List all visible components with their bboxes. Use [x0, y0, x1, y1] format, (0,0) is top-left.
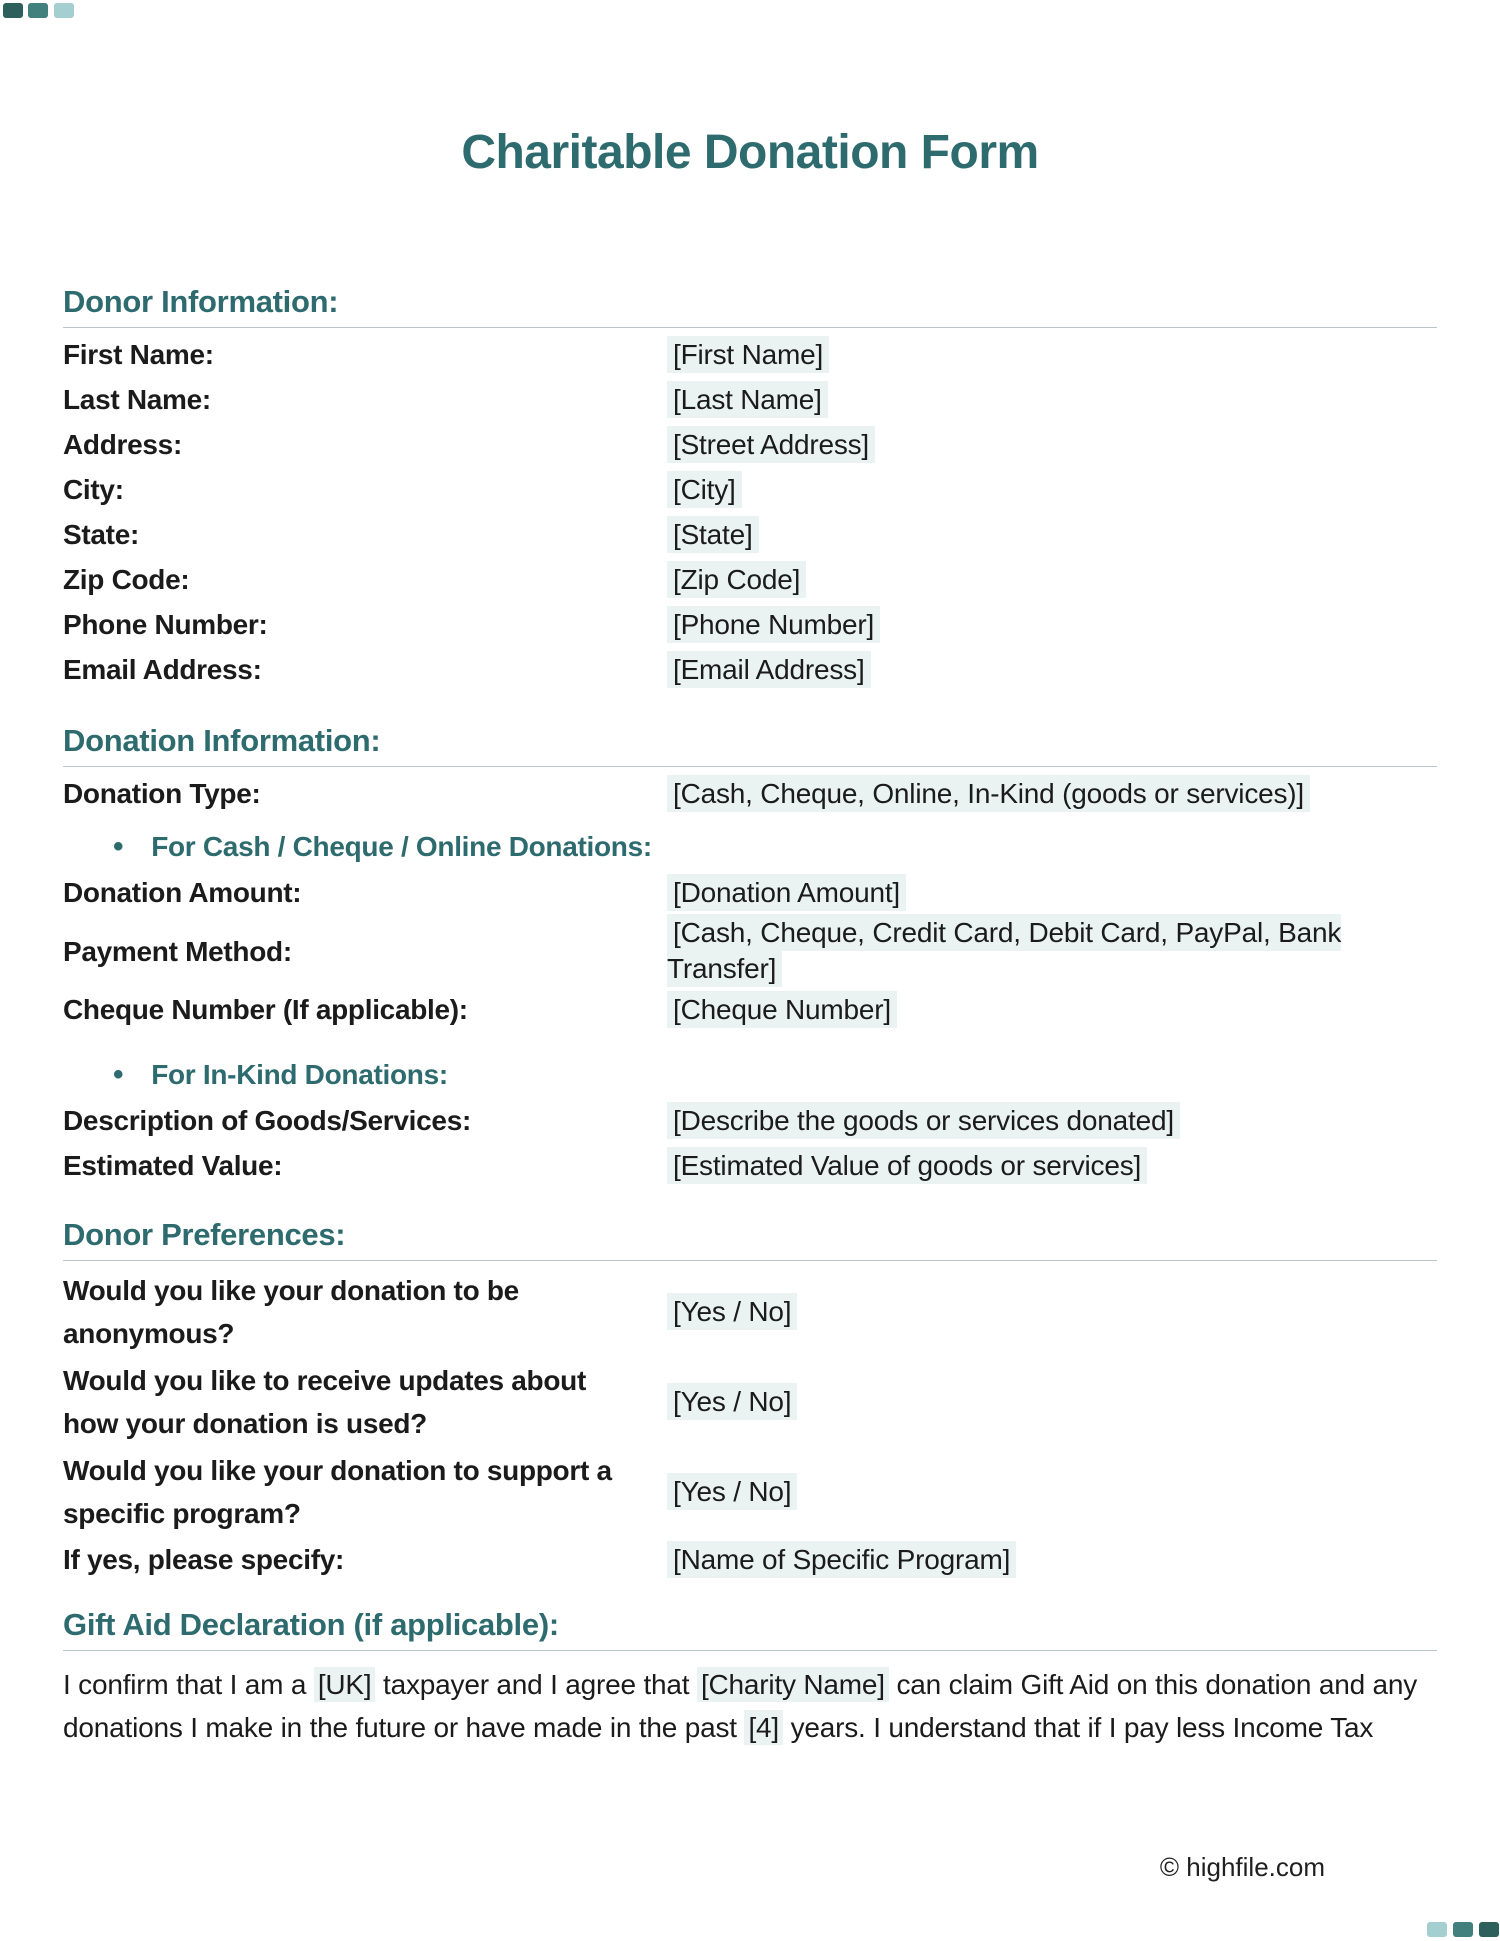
table-row	[63, 915, 1437, 987]
section-heading-gift-aid: Gift Aid Declaration (if applicable):	[63, 1606, 1437, 1651]
anonymous-choice-field[interactable]: [Yes / No]	[667, 1293, 797, 1330]
field-label: Email Address:	[63, 654, 262, 685]
highlighted-placeholder[interactable]: [UK]	[314, 1667, 376, 1702]
bullet-icon: •	[113, 830, 124, 863]
field-label: Donation Amount:	[63, 877, 302, 908]
decor-square-medium-icon	[28, 3, 48, 18]
last-name-field[interactable]: [Last Name]	[667, 381, 828, 418]
question-label: Would you like your donation to support a specific program?	[63, 1455, 612, 1529]
bullet-subheading-label: For In-Kind Donations:	[151, 1059, 448, 1090]
field-label: Zip Code:	[63, 564, 190, 595]
field-label: Cheque Number (If applicable):	[63, 994, 468, 1025]
field-value	[667, 472, 1437, 508]
donor-information-table	[63, 332, 1437, 692]
field-value	[667, 1294, 1437, 1330]
field-label: Address:	[63, 429, 182, 460]
decor-square-dark-icon	[3, 3, 23, 18]
payment-method-field[interactable]: [Cash, Cheque, Credit Card, Debit Card, PayPal, Bank Transfer]	[667, 914, 1341, 987]
field-value	[667, 427, 1437, 463]
field-label: City:	[63, 474, 124, 505]
field-label: Phone Number:	[63, 609, 268, 640]
field-value	[667, 517, 1437, 553]
page-title: Charitable Donation Form	[461, 126, 1039, 179]
first-name-field[interactable]: [First Name]	[667, 336, 829, 373]
city-field[interactable]: [City]	[667, 471, 742, 508]
email-address-field[interactable]: [Email Address]	[667, 651, 871, 688]
state-field[interactable]: [State]	[667, 516, 759, 553]
inkind-donation-table	[63, 1098, 1437, 1188]
table-row	[63, 332, 1437, 377]
table-row	[63, 512, 1437, 557]
updates-choice-field[interactable]: [Yes / No]	[667, 1383, 797, 1420]
highlighted-placeholder[interactable]: [4]	[744, 1710, 783, 1745]
table-row	[63, 467, 1437, 512]
table-row	[63, 1537, 1437, 1582]
bullet-subheading-inkind	[63, 1058, 1437, 1092]
field-value	[667, 1103, 1437, 1139]
phone-number-field[interactable]: [Phone Number]	[667, 606, 880, 643]
field-value	[667, 382, 1437, 418]
field-value	[667, 776, 1437, 812]
table-row	[63, 1447, 1437, 1537]
highlighted-placeholder[interactable]: [Charity Name]	[697, 1667, 889, 1702]
cash-donation-table	[63, 870, 1437, 1032]
field-value	[667, 652, 1437, 688]
table-row	[63, 647, 1437, 692]
cheque-number-field[interactable]: [Cheque Number]	[667, 991, 897, 1028]
table-row	[63, 1143, 1437, 1188]
table-row	[63, 1267, 1437, 1357]
field-value	[667, 915, 1437, 987]
program-support-choice-field[interactable]: [Yes / No]	[667, 1473, 797, 1510]
field-value	[667, 1474, 1437, 1510]
paragraph-text: years. I understand that if I pay less Income Tax	[782, 1712, 1374, 1743]
field-value	[667, 607, 1437, 643]
question-label: Would you like to receive updates about how your donation is used?	[63, 1365, 586, 1439]
decor-square-medium-icon	[1453, 1922, 1473, 1937]
field-label: Payment Method:	[63, 935, 292, 967]
field-label: First Name:	[63, 339, 214, 370]
specific-program-field[interactable]: [Name of Specific Program]	[667, 1541, 1016, 1578]
address-field[interactable]: [Street Address]	[667, 426, 875, 463]
decor-square-dark-icon	[1479, 1922, 1499, 1937]
estimated-value-field[interactable]: [Estimated Value of goods or services]	[667, 1147, 1147, 1184]
field-label: If yes, please specify:	[63, 1544, 345, 1575]
donor-preferences-table	[63, 1267, 1437, 1582]
field-value	[667, 1542, 1437, 1578]
decor-square-light-icon	[1427, 1922, 1447, 1937]
field-value	[667, 337, 1437, 373]
donation-amount-field[interactable]: [Donation Amount]	[667, 874, 906, 911]
table-row	[63, 557, 1437, 602]
field-value	[667, 562, 1437, 598]
paragraph-text: taxpayer and I agree that	[375, 1669, 697, 1700]
field-label: Donation Type:	[63, 778, 261, 809]
goods-description-field[interactable]: [Describe the goods or services donated]	[667, 1102, 1180, 1139]
section-heading-donation-information: Donation Information:	[63, 722, 1437, 767]
field-label: State:	[63, 519, 139, 550]
gift-aid-paragraph	[63, 1663, 1437, 1749]
field-label: Estimated Value:	[63, 1150, 283, 1181]
table-row	[63, 771, 1437, 816]
paragraph-text: can claim Gift Aid on this donation and any donations I make in the future or have made in the past	[63, 1669, 1418, 1743]
field-label: Description of Goods/Services:	[63, 1105, 471, 1136]
table-row	[63, 377, 1437, 422]
section-heading-donor-information: Donor Information:	[63, 283, 1437, 328]
field-value	[667, 1148, 1437, 1184]
table-row	[63, 602, 1437, 647]
table-row	[63, 987, 1437, 1032]
question-label: Would you like your donation to be anonymous?	[63, 1275, 519, 1349]
donation-type-field[interactable]: [Cash, Cheque, Online, In-Kind (goods or services)]	[667, 775, 1310, 812]
field-value	[667, 992, 1437, 1028]
table-row	[63, 870, 1437, 915]
section-heading-donor-preferences: Donor Preferences:	[63, 1216, 1437, 1261]
bullet-icon: •	[113, 1058, 124, 1091]
table-row	[63, 422, 1437, 467]
field-label: Last Name:	[63, 384, 211, 415]
bullet-subheading-cash	[63, 830, 1437, 864]
paragraph-text: I confirm that I am a	[63, 1669, 314, 1700]
field-value	[667, 875, 1437, 911]
footer-credit: © highfile.com	[1159, 1852, 1325, 1882]
zip-code-field[interactable]: [Zip Code]	[667, 561, 806, 598]
decor-square-light-icon	[54, 3, 74, 18]
table-row	[63, 1357, 1437, 1447]
donation-type-table	[63, 771, 1437, 816]
field-value	[667, 1384, 1437, 1420]
bullet-subheading-label: For Cash / Cheque / Online Donations:	[151, 831, 652, 862]
table-row	[63, 1098, 1437, 1143]
